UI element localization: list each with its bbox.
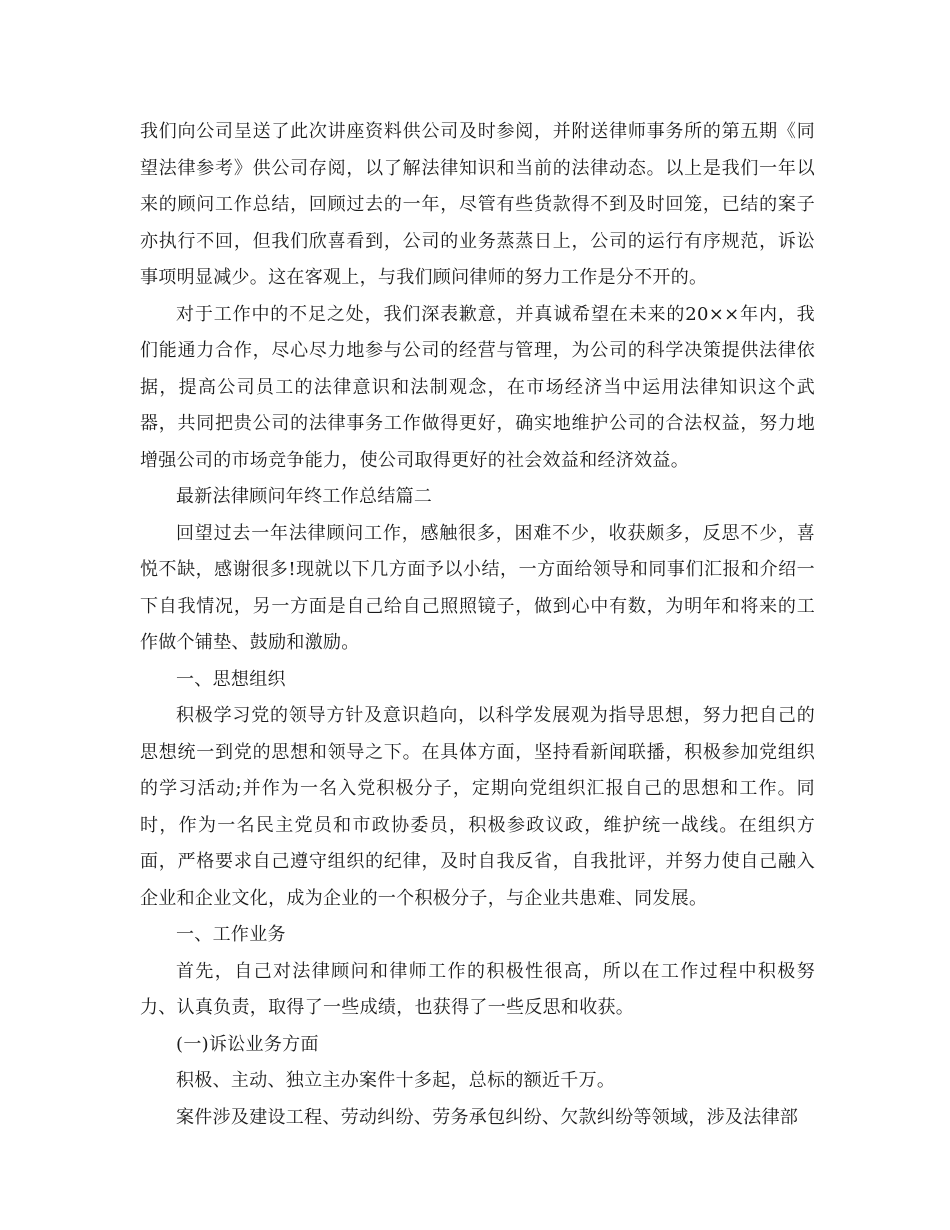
heading-ideology-organization: 一、思想组织 xyxy=(176,668,286,690)
heading-work-business: 一、工作业务 xyxy=(176,924,286,945)
paragraph-case-fields: 案件涉及建设工程、劳动纠纷、劳务承包纠纷、欠款纠纷等领域，涉及法律部 xyxy=(176,1106,799,1128)
paragraph-work-attitude: 首先，自己对法律顾问和律师工作的积极性很高，所以在工作过程中积极努力、认真负责，取得了一些成绩，也获得了一些反思和收获。 xyxy=(140,960,815,1018)
heading-litigation-business: (一)诉讼业务方面 xyxy=(176,1033,319,1055)
paragraph-ideology-organization: 积极学习党的领导方针及意识趋向，以科学发展观为指导思想，努力把自己的思想统一到党的思想和领导之下。在具体方面，坚持看新闻联播，积极参加党组织的学习活动;并作为一名入党积极分子，定期向党组织汇报自己的思想和工作。同时，作为一名民主党员和市政协委员，积极参政议政，维护统一战线。在组织方面，严格要求自己遵守组织的纪律，及时自我反省，自我批评，并努力使自己融入企业和企业文化，成为企业的一个积极分子，与企业共患难、同发展。 xyxy=(140,705,815,909)
paragraph-year-review: 回望过去一年法律顾问工作，感触很多，困难不少，收获颇多，反思不少，喜悦不缺，感谢很多!现就以下几方面予以小结，一方面给领导和同事们汇报和介绍一下自我情况，另一方面是自己给自己照照镜子，做到心中有数，为明年和将来的工作做个铺垫、鼓励和激励。 xyxy=(140,522,815,653)
document-body xyxy=(140,114,815,1136)
paragraph-cases-handled: 积极、主动、独立主办案件十多起，总标的额近千万。 xyxy=(176,1070,616,1091)
paragraph-lecture-materials: 我们向公司呈送了此次讲座资料供公司及时参阅，并附送律师事务所的第五期《同望法律参考》供公司存阅，以了解法律知识和当前的法律动态。以上是我们一年以来的顾问工作总结，回顾过去的一年，尽管有些货款得不到及时回笼，已结的案子亦执行不回，但我们欣喜看到，公司的业务蒸蒸日上，公司的运行有序规范，诉讼事项明显减少。这在客观上，与我们顾问律师的努力工作是分不开的。 xyxy=(140,121,815,288)
paragraph-apology-and-hopes: 对于工作中的不足之处，我们深表歉意，并真诚希望在未来的20××年内，我们能通力合作，尽心尽力地参与公司的经营与管理，为公司的科学决策提供法律依据，提高公司员工的法律意识和法制观念，在市场经济当中运用法律知识这个武器，共同把贵公司的法律事务工作做得更好，确实地维护公司的合法权益，努力地增强公司的市场竞争能力，使公司取得更好的社会效益和经济效益。 xyxy=(140,303,815,471)
section-title-part-two: 最新法律顾问年终工作总结篇二 xyxy=(176,486,433,507)
